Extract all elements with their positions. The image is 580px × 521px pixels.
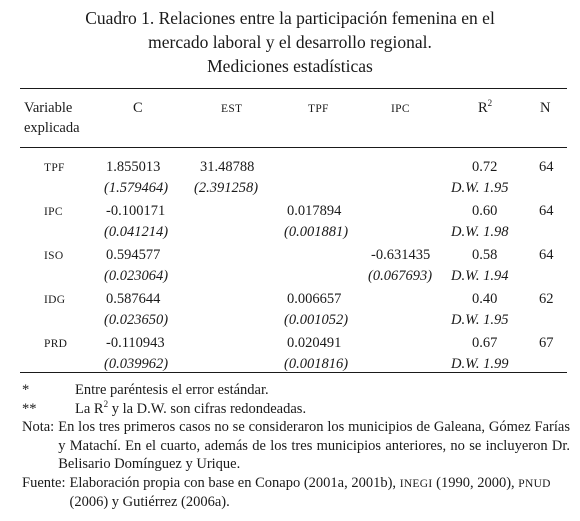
note-double-star-post: y la D.W. son cifras redondeadas. <box>108 400 307 417</box>
header-rule <box>20 147 567 148</box>
row-tpf-n: 64 <box>539 159 554 175</box>
row-iso-c: 0.594577 <box>106 247 161 263</box>
caption-line-1: Cuadro 1. Relaciones entre la participación femenina en el <box>85 8 495 28</box>
row-iso-r2: 0.58 <box>472 247 498 263</box>
note-fuente-pnud: PNUD <box>518 477 551 490</box>
row-iso-ipc-se: (0.067693) <box>368 268 433 284</box>
note-fuente-inegi: INEGI <box>399 477 433 490</box>
row-idg-c: 0.587644 <box>106 291 161 307</box>
row-idg-r2: 0.40 <box>472 291 498 307</box>
row-ipc-c-se: (0.041214) <box>104 224 169 240</box>
row-idg-dw: D.W. 1.95 <box>451 312 509 328</box>
note-double-star <box>22 400 570 419</box>
header-tpf: TPF <box>308 103 329 115</box>
note-double-star-text <box>75 400 570 419</box>
note-fuente-part-a: Elaboración propia con base en Conapo (2001a, 2001b), <box>69 474 400 491</box>
row-tpf-c: 1.855013 <box>106 159 161 175</box>
header-r2-base: R <box>478 100 488 116</box>
row-idg-n: 62 <box>539 291 554 307</box>
row-ipc-label: IPC <box>44 206 63 218</box>
row-prd-label: PRD <box>44 338 68 350</box>
note-fuente-part-c: (2006) y Gutiérrez (2006a). <box>69 494 230 510</box>
note-double-star-pre: La R <box>75 400 104 417</box>
header-est: EST <box>221 103 243 115</box>
note-star-text: Entre paréntesis el error estándar. <box>75 382 269 398</box>
row-ipc-tpf: 0.017894 <box>287 203 342 219</box>
note-fuente-part-b: (1990, 2000), <box>432 474 519 491</box>
row-iso-dw: D.W. 1.94 <box>451 268 509 284</box>
header-r2-sup: 2 <box>487 98 493 108</box>
top-rule <box>20 88 567 89</box>
row-idg-tpf: 0.006657 <box>287 291 342 307</box>
header-variable <box>24 98 80 138</box>
note-nota-mark: Nota: <box>22 419 55 435</box>
note-fuente <box>22 474 570 512</box>
header-c: C <box>133 100 143 116</box>
bottom-rule <box>20 372 567 373</box>
note-nota-text: En los tres primeros casos no se consideraron los municipios de Galeana, Gómez Farías y Matachí. En el cuarto, además de los tres municipios anteriores, no se incluyeron Dr. Belisario Domínguez y Urique. <box>58 419 570 472</box>
row-prd-tpf: 0.020491 <box>287 335 342 351</box>
row-ipc-c: -0.100171 <box>106 203 166 219</box>
row-tpf-r2: 0.72 <box>472 159 498 175</box>
caption-line-3: Mediciones estadísticas <box>207 56 373 76</box>
row-iso-c-se: (0.023064) <box>104 268 169 284</box>
caption-line-2: mercado laboral y el desarrollo regional. <box>148 32 432 52</box>
row-prd-c: -0.110943 <box>106 335 165 351</box>
header-variable-line-1: Variable <box>24 100 73 116</box>
row-ipc-n: 64 <box>539 203 554 219</box>
header-r2 <box>478 98 492 118</box>
row-tpf-c-se: (1.579464) <box>104 180 169 196</box>
row-iso-n: 64 <box>539 247 554 263</box>
note-star <box>22 381 570 400</box>
header-n: N <box>540 100 551 116</box>
row-prd-c-se: (0.039962) <box>104 356 169 372</box>
row-iso-ipc: -0.631435 <box>371 247 431 263</box>
row-ipc-dw: D.W. 1.98 <box>451 224 509 240</box>
note-fuente-text <box>70 474 571 512</box>
row-tpf-est-se: (2.391258) <box>194 180 259 196</box>
row-idg-label: IDG <box>44 294 66 306</box>
row-prd-r2: 0.67 <box>472 335 498 351</box>
note-nota <box>22 418 570 474</box>
note-star-mark: * <box>22 382 30 398</box>
table-caption <box>0 6 580 78</box>
note-double-star-sup: 2 <box>103 398 109 409</box>
row-idg-c-se: (0.023650) <box>104 312 169 328</box>
header-ipc: IPC <box>391 103 410 115</box>
row-tpf-label: TPF <box>44 162 65 174</box>
note-double-star-mark: ** <box>22 400 37 417</box>
row-ipc-r2: 0.60 <box>472 203 498 219</box>
row-ipc-tpf-se: (0.001881) <box>284 224 349 240</box>
row-tpf-dw: D.W. 1.95 <box>451 180 509 196</box>
row-idg-tpf-se: (0.001052) <box>284 312 349 328</box>
row-prd-tpf-se: (0.001816) <box>284 356 349 372</box>
row-iso-label: ISO <box>44 250 64 262</box>
header-variable-line-2: explicada <box>24 120 80 136</box>
note-fuente-mark: Fuente: <box>22 474 66 491</box>
row-prd-n: 67 <box>539 335 554 351</box>
table-notes <box>22 381 570 512</box>
row-tpf-est: 31.48788 <box>200 159 255 175</box>
row-prd-dw: D.W. 1.99 <box>451 356 509 372</box>
